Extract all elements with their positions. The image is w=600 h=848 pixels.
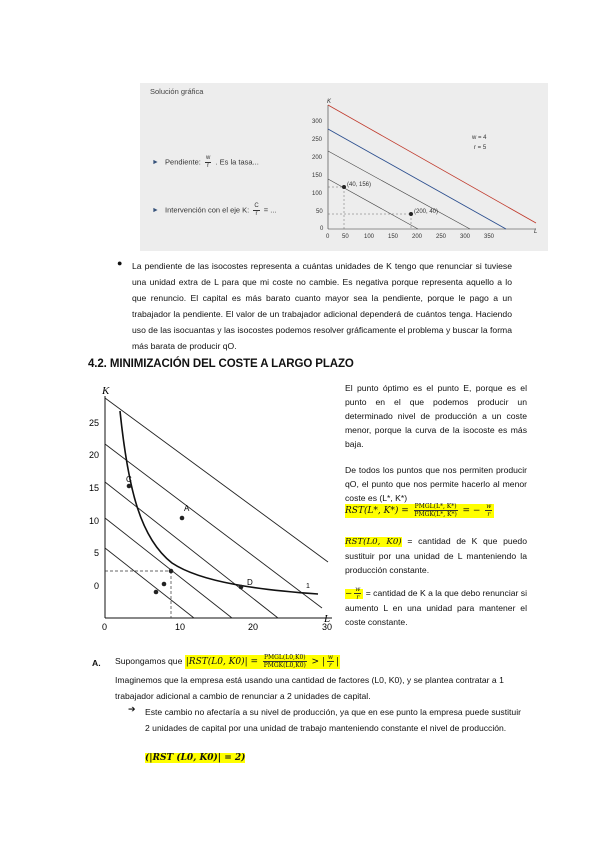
mini-x-label: L [534,229,538,235]
item-a-label: A. [92,658,101,668]
point-d-label: D [247,578,253,587]
min-cost-paragraph: De todos los puntos que nos permiten producir qO, el punto que nos permite hacerlo al menor coste es (L*, K*) [345,465,527,503]
triangle-bullet-icon: ► [152,159,159,167]
isocost-line-1 [105,398,328,562]
x-axis-label: L [324,613,331,625]
slope-row: ► Pendiente: $\frac{w}{r}$ . Es la tasa... [152,155,259,169]
mini-y-tick: 0 [320,226,324,232]
isocost-line-5 [105,548,194,618]
section-heading: 4.2. MINIMIZACIÓN DEL COSTE A LARGO PLAZO [88,358,354,370]
top-figure [140,83,548,251]
point-a-label: A [184,504,190,513]
mini-y-tick: 50 [316,209,323,215]
isoquant-curve [120,411,318,594]
y-tick: 5 [94,548,100,558]
mini-x-tick: 100 [364,234,375,240]
mini-x-tick: 250 [436,234,447,240]
x-tick: 20 [248,622,259,632]
point-e [169,569,174,574]
wr-definition: − $\frac{w}{r}$ = cantidad de K a la que debo renunciar si aumento L en una unidad para mantener el coste constante. [345,586,527,627]
mini-point-b [409,212,413,216]
point-c [127,484,132,489]
point-1-label: 1 [306,583,310,590]
mini-y-tick: 100 [312,191,323,197]
mini-y-tick: 150 [312,173,323,179]
x-tick: 30 [322,622,333,632]
optimum-formula: RST(L*, K*) = $\frac{\text{PMGL(L*, K*)}}{\text{PMGK(L*, K*)}}$ = − $\frac{w}{r}$ [345,503,494,518]
mini-point-b-label: (200, 40) [414,209,439,215]
intercept-row: ► Intervención con el eje K: $\frac{C}{r}$ = ... [152,203,277,217]
mini-y-tick: 250 [312,137,323,143]
mini-x-tick: 300 [460,234,471,240]
item-a-paragraph: Imaginemos que la empresa está usando una cantidad de factores (L0, K0), y se plantea contratar a 1 trabajador adicional a cambio de renunciar a 2 unidades de capital. [115,675,504,701]
triangle-bullet-icon: ► [152,207,159,215]
y-tick: 10 [89,516,100,526]
mini-x-tick: 350 [484,234,495,240]
isocost-line-3 [105,482,278,618]
arrow-icon: ➔ [128,704,136,714]
isoquant-chart [82,378,340,636]
mini-x-tick: 200 [412,234,423,240]
mini-x-tick: 50 [342,234,349,240]
isocost-paragraph: La pendiente de las isocostes representa a cuántas unidades de K tengo que renunciar si tuviese una unidad extra de L para que mi coste no cambie. Es negativa porque representa aquello a lo que renuncio. El capital es más barato cuanto mayor sea la pendiente, porque le pago a un trabajador la pendiente. El valor de un trabajador adicional dependerá de cuántos tenga. Haciendo uso de las isocuantas y las isocostes podemos resolver gráficamente el problema y buscar la forma más barata de producir qO. [132,261,512,351]
isocost-line-2 [105,444,322,608]
x-tick: 0 [102,622,108,632]
mini-x-tick: 150 [388,234,399,240]
mini-point-a-label: (40, 156) [347,182,372,188]
bullet-icon: ● [117,258,123,268]
y-tick: 20 [89,450,100,460]
mini-point-a [342,185,346,189]
point-extra-1 [162,582,167,587]
isocost-line-4 [105,518,232,618]
isocost-line-lowest [328,179,418,229]
isocost-line-high [328,105,536,223]
point-a [180,516,185,521]
y-tick: 15 [89,483,100,493]
point-extra-2 [154,590,159,595]
figure-title: Solución gráfica [150,87,204,96]
mini-y-tick: 200 [312,155,323,161]
point-c-label: C [126,475,132,484]
optimum-paragraph: El punto óptimo es el punto E, porque es el punto en el que podemos producir un determinado nivel de producción a un coste menor, porque la curva de la isocoste es más baja. [345,383,527,449]
mini-y-label: K [327,99,332,105]
rst-definition: RST(L0, K0) = cantidad de K que puedo sustituir por una unidad de L manteniendo la producción constante. [345,536,527,575]
x-tick: 10 [175,622,186,632]
mini-y-tick: 300 [312,119,323,125]
intercept-fraction: $\frac{C}{r}$ [254,203,259,217]
isocost-mini-chart [300,83,548,251]
mini-x-tick: 0 [326,234,330,240]
mini-legend-w: w = 4 [472,135,487,141]
mini-legend-r: r = 5 [474,145,487,151]
isocost-line-low [328,151,470,229]
y-tick: 25 [89,418,100,428]
item-a-statement: Supongamos que |RST(L0, K0)| = $\frac{\text{PMGL(L0,K0)}}{\text{PMGK(L0,K0)}}$ > | $\frac{w}{r}$ | [115,654,340,669]
y-axis-label: K [102,385,110,397]
slope-fraction: $\frac{w}{r}$ [206,155,211,169]
item-a-consequence: Este cambio no afectaría a su nivel de producción, ya que en ese punto la empresa puede sustituir 2 unidades de capital por una unidad de trabajo manteniendo constante el nivel de producción. [145,707,521,733]
point-d [239,585,244,590]
y-tick: 0 [94,581,100,591]
item-a-final-formula: (|RST (L0, K0)| = 2) [145,753,246,763]
